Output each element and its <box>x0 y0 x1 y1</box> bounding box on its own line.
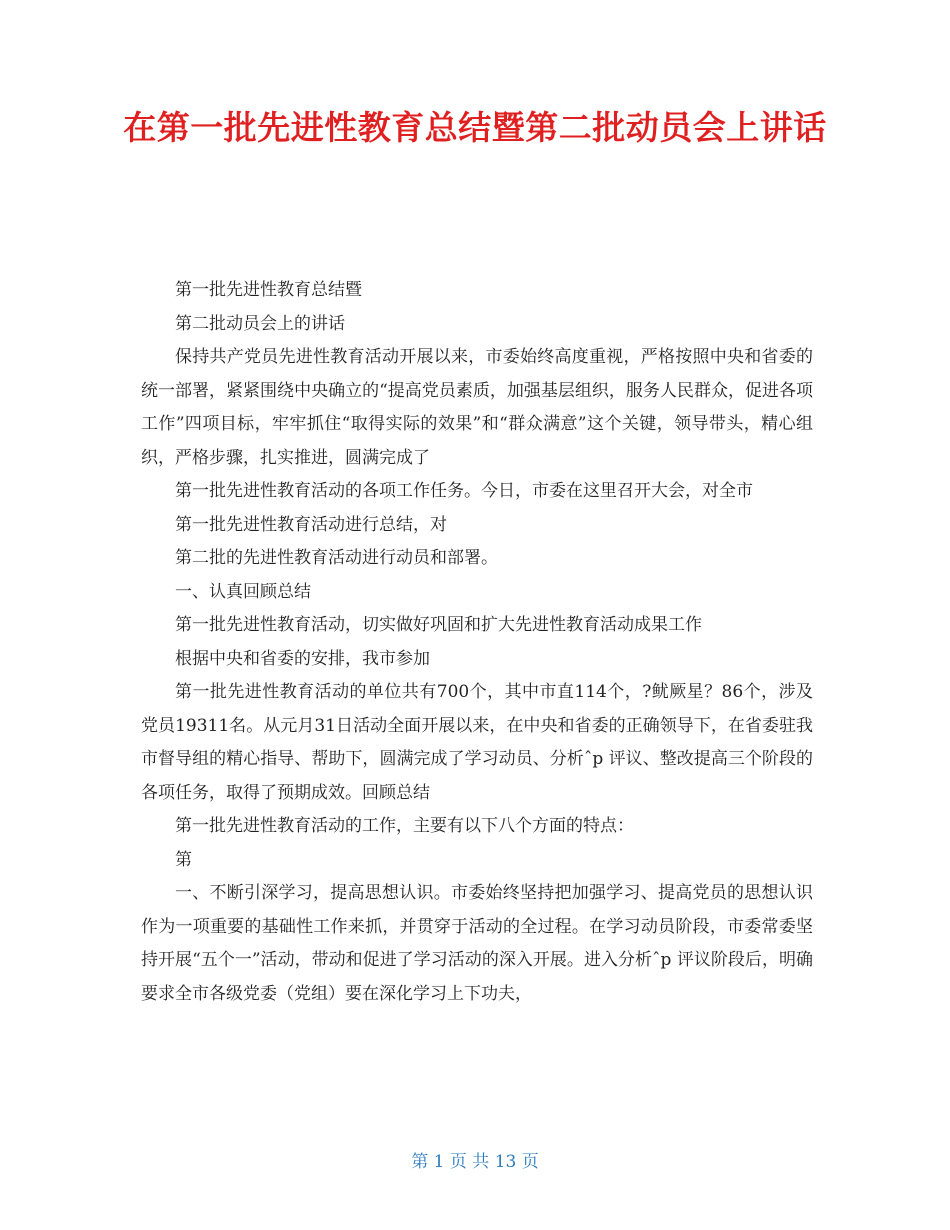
document-title: 在第一批先进性教育总结暨第二批动员会上讲话 <box>123 108 827 147</box>
paragraph: 第 <box>175 849 192 870</box>
paragraph: 第一批先进性教育活动，切实做好巩固和扩大先进性教育活动成果工作 <box>175 615 702 635</box>
paragraph: 根据中央和省委的安排，我市参加 <box>175 648 430 669</box>
paragraph: 第一批先进性教育活动的各项工作任务。今日，市委在这里召开大会，对全市 <box>175 481 753 501</box>
paragraph: 第二批动员会上的讲话 <box>175 313 345 334</box>
paragraph: 一、不断引深学习，提高思想认识。市委始终坚持把加强学习、提高党员的思想认识作为一项重要的基础性工作来抓，并贯穿于活动的全过程。在学习动员阶段，市委常委坚持开展“五个一”活动，带动和促进了学习活动的深入开展。进入分析ˆp 评议阶段后，明确要求全市各级党委（党组）要在深化学习上下功夫， <box>141 883 813 1004</box>
paragraph: 第一批先进性教育总结暨 <box>175 280 362 300</box>
page-number-footer: 第 1 页 共 13 页 <box>411 1152 539 1172</box>
paragraph: 第一批先进性教育活动进行总结，对 <box>175 514 447 535</box>
paragraph: 第一批先进性教育活动的单位共有700个，其中市直114个，?鱿厥星？86个，涉及党员19311名。从元月31日活动全面开展以来，在中央和省委的正确领导下，在省委驻我市督导组的精心指导、帮助下，圆满完成了学习动员、分析ˆp 评议、整改提高三个阶段的各项任务，取得了预期成效。回顾总结 <box>141 682 813 803</box>
document-body <box>141 274 813 1011</box>
paragraph: 一、认真回顾总结 <box>175 581 311 602</box>
paragraph: 第一批先进性教育活动的工作，主要有以下八个方面的特点： <box>175 816 634 836</box>
paragraph: 保持共产党员先进性教育活动开展以来，市委始终高度重视，严格按照中央和省委的统一部署，紧紧围绕中央确立的“提高党员素质，加强基层组织，服务人民群众，促进各项工作”四项目标，牢牢抓住“取得实际的效果”和“群众满意”这个关键，领导带头，精心组织，严格步骤，扎实推进，圆满完成了 <box>141 347 813 468</box>
paragraph: 第二批的先进性教育活动进行动员和部署。 <box>175 548 498 568</box>
